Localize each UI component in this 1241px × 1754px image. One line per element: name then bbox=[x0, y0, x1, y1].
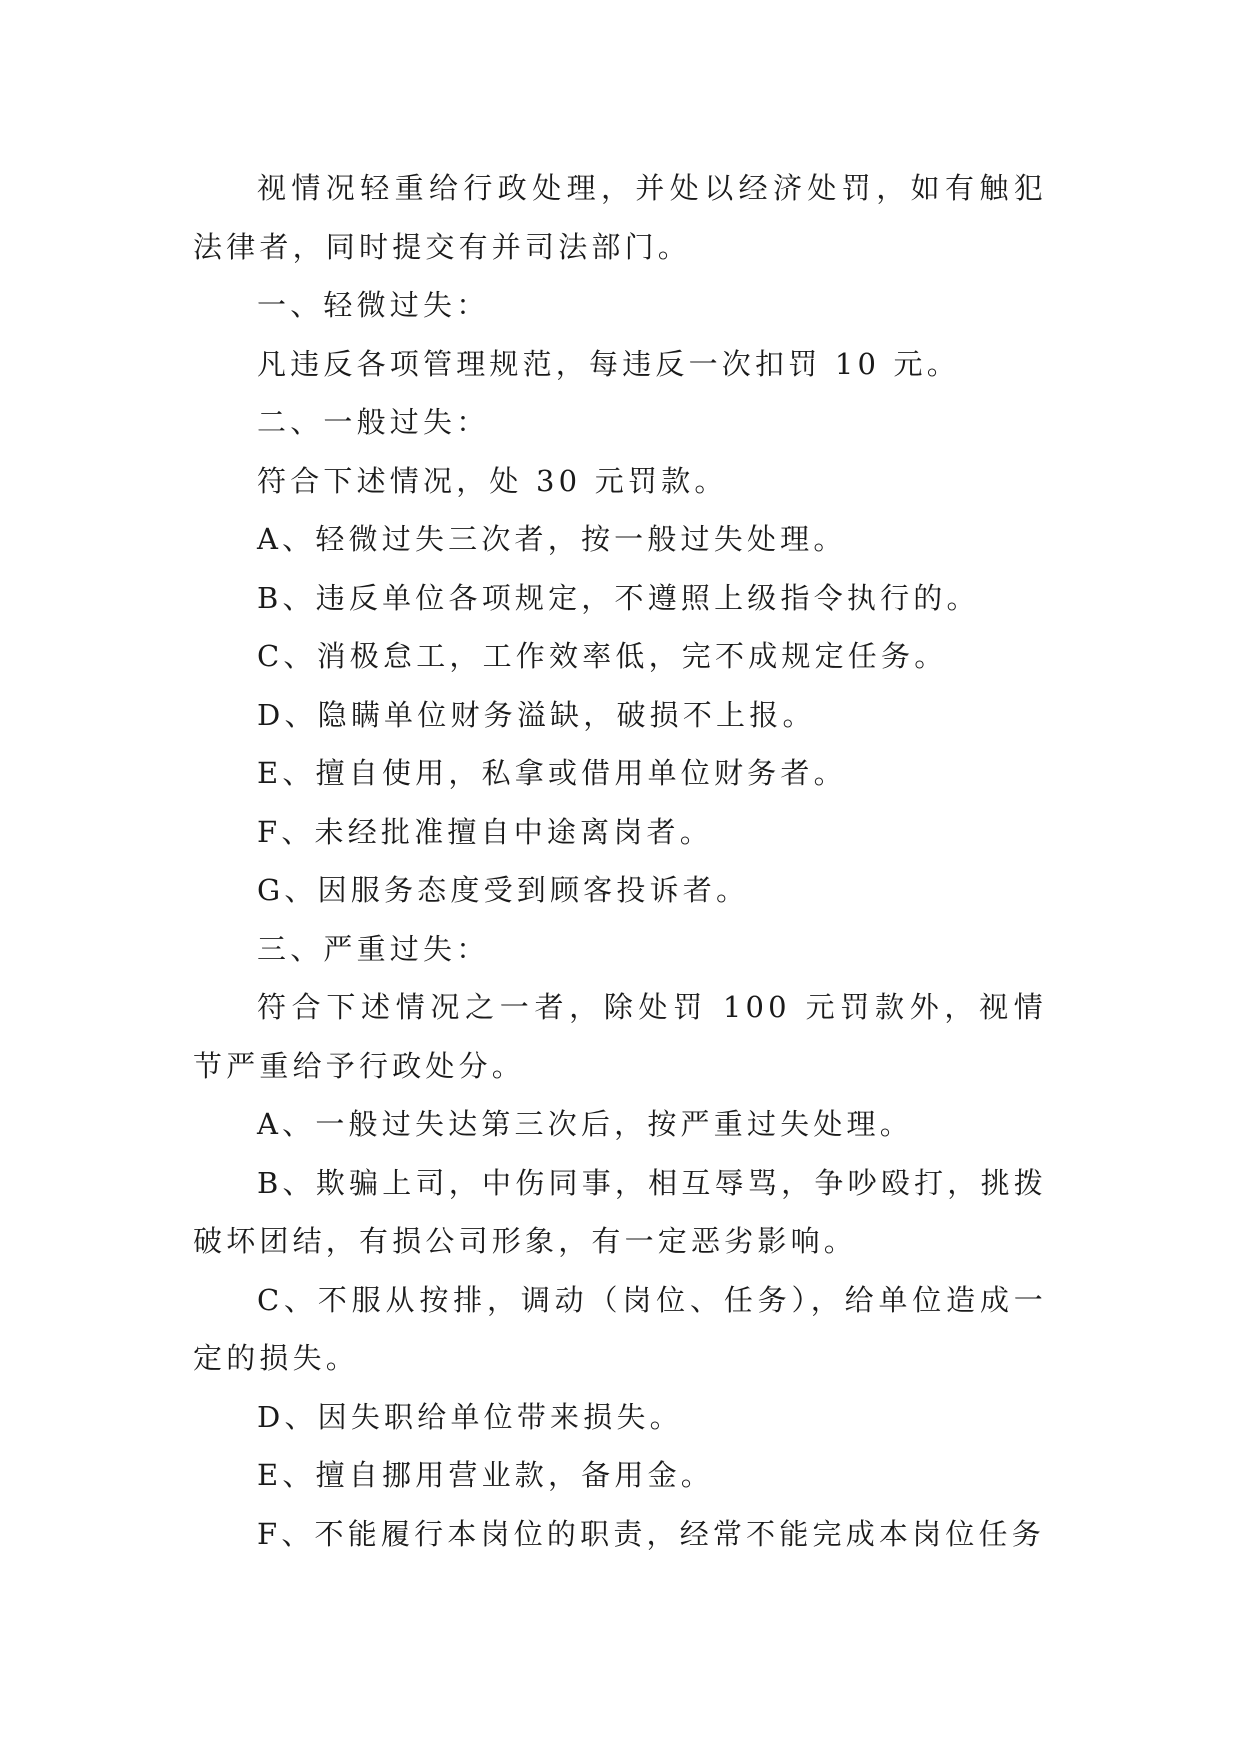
serious-fault-item-a: A、一般过失达第三次后，按严重过失处理。 bbox=[257, 1107, 913, 1141]
paragraph-serious-fault-rule: 符合下述情况之一者，除处罚 100 元罚款外，视情节严重给予行政处分。 bbox=[193, 990, 1047, 1083]
serious-fault-item-f: F、不能履行本岗位的职责，经常不能完成本岗位任务 bbox=[257, 1516, 1045, 1551]
general-fault-item-a: A、轻微过失三次者，按一般过失处理。 bbox=[257, 522, 847, 556]
general-fault-item-e: E、擅自使用，私拿或借用单位财务者。 bbox=[257, 756, 847, 790]
general-fault-item-g: G、因服务态度受到顾客投诉者。 bbox=[257, 873, 750, 907]
heading-general-fault: 二、一般过失： bbox=[257, 405, 490, 439]
paragraph-minor-fault-rule: 凡违反各项管理规范，每违反一次扣罚 10 元。 bbox=[257, 346, 960, 381]
heading-minor-fault: 一、轻微过失： bbox=[257, 288, 490, 322]
paragraph-intro: 视情况轻重给行政处理，并处以经济处罚，如有触犯法律者，同时提交有并司法部门。 bbox=[193, 171, 1047, 264]
general-fault-item-c: C、消极怠工，工作效率低，完不成规定任务。 bbox=[257, 639, 948, 673]
serious-fault-item-c: C、不服从按排，调动（岗位、任务），给单位造成一定的损失。 bbox=[193, 1282, 1047, 1375]
general-fault-item-f: F、未经批准擅自中途离岗者。 bbox=[257, 814, 713, 849]
serious-fault-item-b: B、欺骗上司，中伤同事，相互辱骂，争吵殴打，挑拨破坏团结，有损公司形象，有一定恶劣影响。 bbox=[193, 1165, 1047, 1258]
general-fault-item-d: D、隐瞒单位财务溢缺，破损不上报。 bbox=[257, 697, 816, 732]
serious-fault-item-d: D、因失职给单位带来损失。 bbox=[257, 1399, 683, 1434]
general-fault-item-b: B、违反单位各项规定，不遵照上级指令执行的。 bbox=[257, 580, 980, 615]
paragraph-general-fault-rule: 符合下述情况，处 30 元罚款。 bbox=[257, 463, 728, 498]
document-body bbox=[193, 159, 1047, 1563]
serious-fault-item-e: E、擅自挪用营业款，备用金。 bbox=[257, 1458, 714, 1492]
heading-serious-fault: 三、严重过失： bbox=[257, 931, 490, 966]
